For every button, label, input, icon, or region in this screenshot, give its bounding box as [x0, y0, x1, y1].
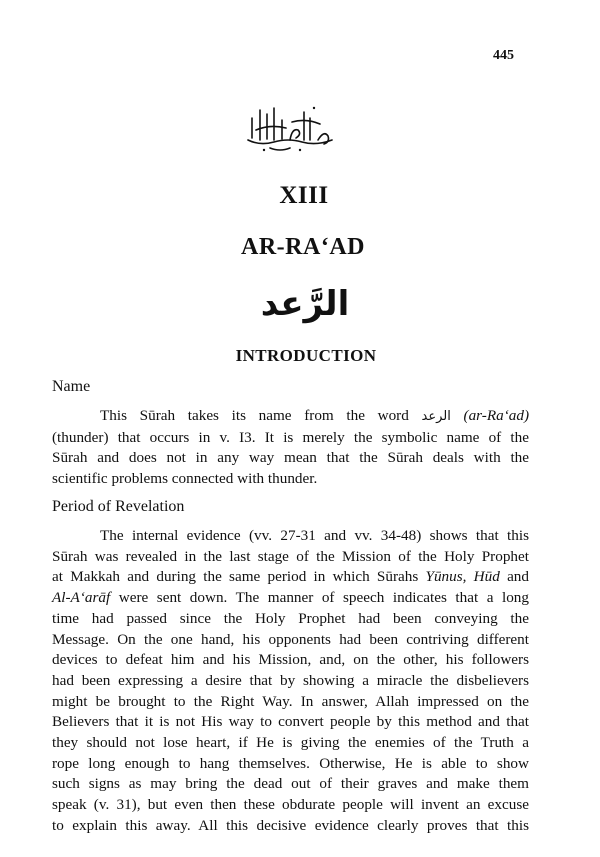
paragraph-line: to explain this away. All this decisive evidence clearly proves that this: [52, 816, 529, 834]
paragraph-line: Sūrah was revealed in the last stage of the Mission of the Holy Prophet: [52, 547, 529, 565]
paragraph-line: Believers that it is not His way to convert people by this method and that: [52, 713, 529, 731]
revelation-section-heading: Period of Revelation: [52, 498, 185, 515]
paragraph-line: Message. On the one hand, his opponents had been contriving different: [52, 630, 529, 648]
bismillah-calligraphy-icon: [240, 100, 340, 155]
paragraph-line: Al-A‘arāf were sent down. The manner of speech indicates that a long: [52, 589, 529, 607]
paragraph-line: scientific problems connected with thunder.: [52, 470, 318, 488]
paragraph-line: had been expressing a desire that by showing a miracle the disbelievers: [52, 671, 529, 689]
paragraph-line: Sūrah and does not in any way mean that the Sūrah deals with the: [52, 449, 529, 467]
paragraph-line: at Makkah and during the same period in which Sūrahs Yūnus, Hūd and: [52, 568, 529, 586]
page-number: 445: [493, 48, 514, 63]
paragraph-line: speak (v. 31), but even then these obdurate people will invent an excuse: [52, 796, 529, 814]
introduction-heading: INTRODUCTION: [235, 346, 377, 365]
paragraph-line: they should not lose heart, if He is giving the enemies of the Truth a: [52, 734, 529, 752]
arabic-word: الرعد: [421, 409, 451, 424]
name-section-heading: Name: [52, 378, 91, 395]
revelation-section-paragraph: [52, 526, 529, 837]
name-section-paragraph: [52, 406, 529, 490]
paragraph-line: (thunder) that occurs in v. I3. It is merely the symbolic name of the: [52, 428, 529, 446]
paragraph-line: devices to defeat him and his Mission, and, on the other, his followers: [52, 651, 529, 669]
surah-name: AR-RA‘AD: [241, 234, 365, 260]
paragraph-line: This Sūrah takes its name from the word الرعد (ar-Ra‘ad): [100, 407, 530, 424]
paragraph-line: such signs as may bring the dead out of their graves and make them: [52, 775, 529, 793]
paragraph-line: The internal evidence (vv. 27-31 and vv. 34-48) shows that this: [100, 527, 529, 544]
surah-name-arabic: الرَّعد: [260, 284, 350, 324]
paragraph-line: rope long enough to hang themselves. Otherwise, He is able to show: [52, 754, 529, 772]
surah-number: XIII: [279, 182, 329, 209]
paragraph-line: time had passed since the Holy Prophet had been conveying the: [52, 609, 529, 627]
paragraph-line: might be brought to the Right Way. In answer, Allah impressed on the: [52, 692, 529, 710]
